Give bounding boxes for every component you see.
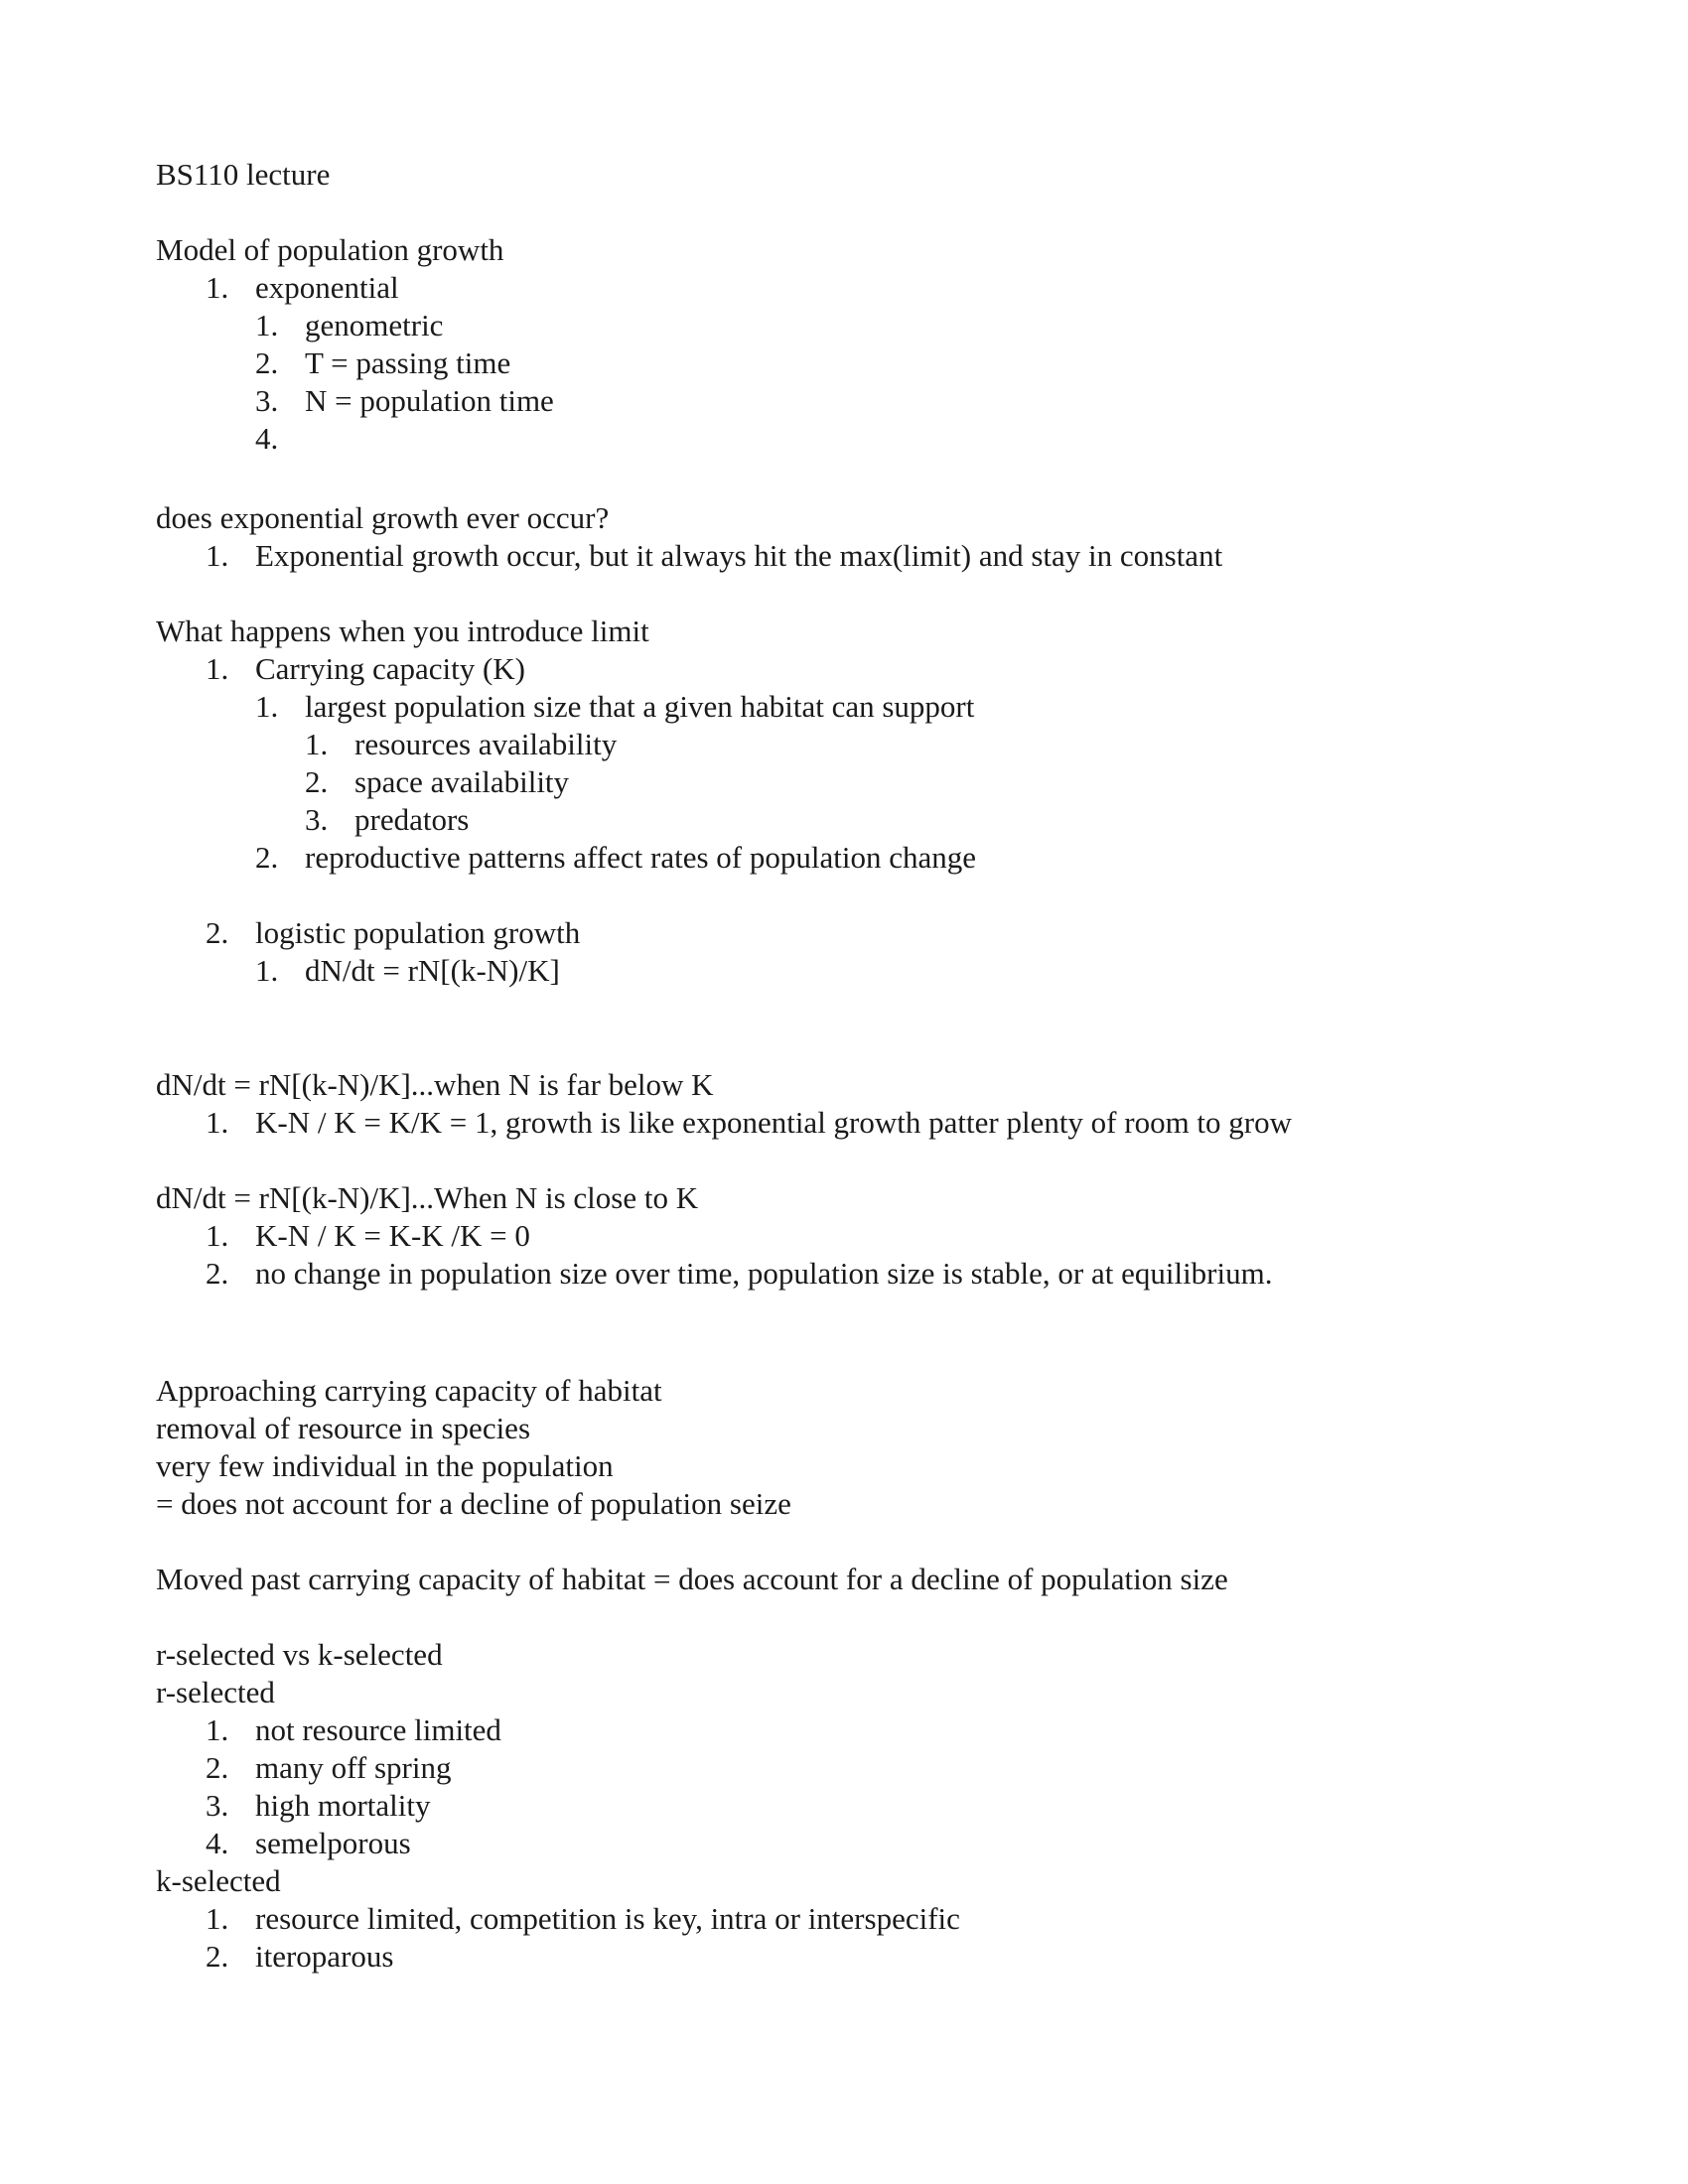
list-item: Exponential growth occur, but it always hit the max(limit) and stay in constant: [255, 538, 1223, 573]
paragraph: very few individual in the population: [156, 1448, 614, 1483]
list-number: 3.: [206, 1788, 229, 1823]
list-item: resources availability: [354, 727, 618, 761]
list-number: 2.: [255, 345, 279, 380]
list-item: T = passing time: [305, 345, 511, 380]
list-item: genometric: [305, 308, 444, 342]
list-item: K-N / K = K/K = 1, growth is like exponential growth patter plenty of room to grow: [255, 1105, 1293, 1140]
list-number: 1.: [206, 651, 229, 686]
list-number: 2.: [305, 764, 329, 799]
list-number: 2.: [206, 915, 229, 950]
list-number: 1.: [206, 1105, 229, 1140]
section-heading: What happens when you introduce limit: [156, 614, 649, 648]
list-number: 3.: [255, 383, 279, 418]
list-number: 2.: [255, 840, 279, 875]
list-item: N = population time: [305, 383, 554, 418]
list-item: reproductive patterns affect rates of population change: [305, 840, 976, 875]
list-number: 1.: [206, 270, 229, 305]
list-item: predators: [354, 802, 470, 837]
section-heading: dN/dt = rN[(k-N)/K]...when N is far below K: [156, 1067, 714, 1102]
list-item: iteroparous: [255, 1939, 394, 1974]
paragraph: = does not account for a decline of population seize: [156, 1486, 791, 1521]
subheading-r-selected: r-selected: [156, 1675, 275, 1709]
section-heading: does exponential growth ever occur?: [156, 500, 610, 535]
list-number: 4.: [255, 421, 279, 456]
list-item: K-N / K = K-K /K = 0: [255, 1218, 530, 1253]
section-heading: dN/dt = rN[(k-N)/K]...When N is close to K: [156, 1180, 699, 1215]
list-item: space availability: [354, 764, 570, 799]
list-number: 1.: [206, 1218, 229, 1253]
list-number: 1.: [305, 727, 329, 761]
section-heading: Model of population growth: [156, 232, 504, 267]
list-item: resource limited, competition is key, intra or interspecific: [255, 1901, 960, 1936]
list-item: semelporous: [255, 1826, 411, 1860]
list-item: logistic population growth: [255, 915, 581, 950]
list-item: Carrying capacity (K): [255, 651, 525, 686]
section-heading: r-selected vs k-selected: [156, 1637, 443, 1672]
paragraph: removal of resource in species: [156, 1411, 531, 1445]
list-number: 1.: [255, 953, 279, 988]
list-item: no change in population size over time, population size is stable, or at equilibrium.: [255, 1256, 1273, 1291]
list-item: high mortality: [255, 1788, 431, 1823]
list-number: 4.: [206, 1826, 229, 1860]
list-item: largest population size that a given habitat can support: [305, 689, 975, 724]
paragraph: Moved past carrying capacity of habitat = does account for a decline of population size: [156, 1562, 1228, 1596]
list-number: 2.: [206, 1939, 229, 1974]
list-item: many off spring: [255, 1750, 452, 1785]
list-number: 3.: [305, 802, 329, 837]
list-number: 1.: [206, 538, 229, 573]
paragraph: Approaching carrying capacity of habitat: [156, 1373, 662, 1408]
list-number: 1.: [255, 308, 279, 342]
list-number: 1.: [206, 1901, 229, 1936]
list-number: 2.: [206, 1750, 229, 1785]
list-number: 1.: [255, 689, 279, 724]
list-number: 1.: [206, 1712, 229, 1747]
list-item: not resource limited: [255, 1712, 501, 1747]
subheading-k-selected: k-selected: [156, 1863, 281, 1898]
list-number: 2.: [206, 1256, 229, 1291]
list-item: dN/dt = rN[(k-N)/K]: [305, 953, 560, 988]
page-title: BS110 lecture: [156, 157, 331, 192]
list-item: exponential: [255, 270, 399, 305]
